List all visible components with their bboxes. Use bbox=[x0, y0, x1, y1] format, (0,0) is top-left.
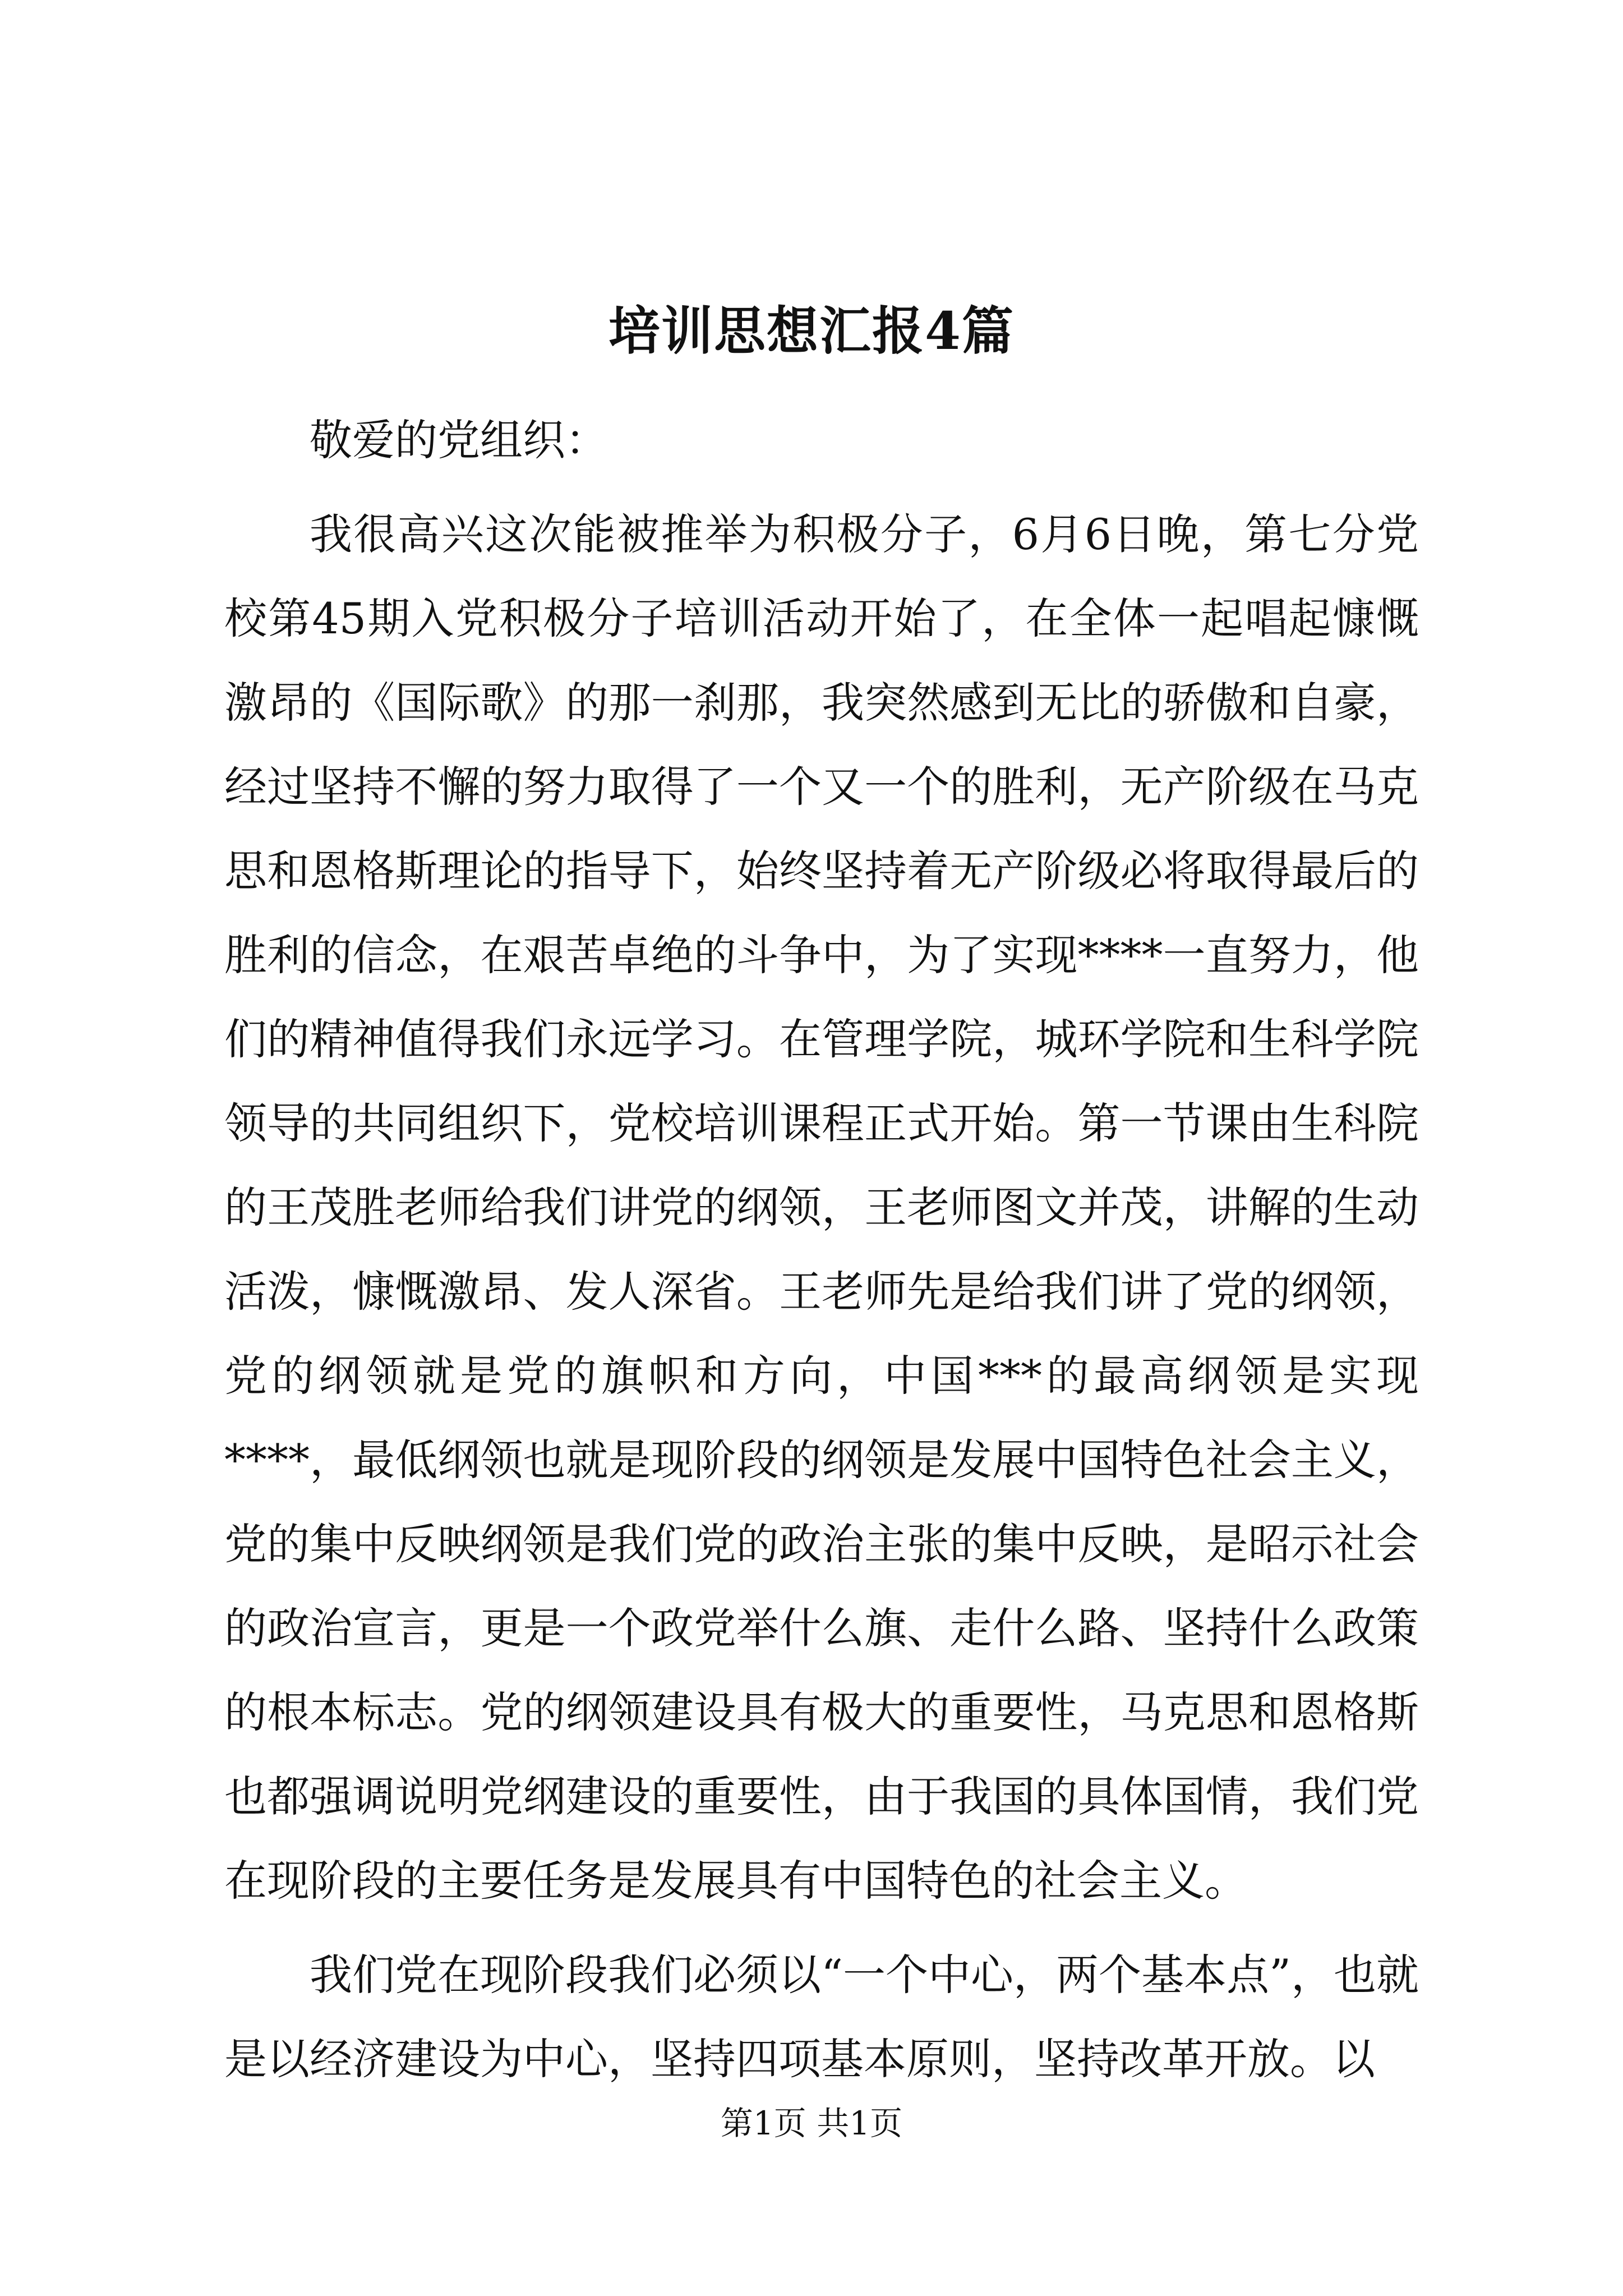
page-footer: 第1页 共1页 bbox=[720, 2104, 903, 2142]
body-paragraph: 我很高兴这次能被推举为积极分子，6月6日晚，第七分党校第45期入党积极分子培训活动开始了，在全体一起唱起慷慨激昂的《国际歌》的那一刹那，我突然感到无比的骄傲和自豪，经过坚持不懈的努力取得了一个又一个的胜利，无产阶级在马克思和恩格斯理论的指导下，始终坚持着无产阶级必将取得最后的胜利的信念，在艰苦卓绝的斗争中，为了实现****一直努力，他们的精神值得我们永远学习。在管理学院，城环学院和生科学院领导的共同组织下，党校培训课程正式开始。第一节课由生科院的王茂胜老师给我们讲党的纲领，王老师图文并茂，讲解的生动活泼，慷慨激昂、发人深省。王老师先是给我们讲了党的纲领，党的纲领就是党的旗帜和方向，中国***的最高纲领是实现****，最低纲领也就是现阶段的纲领是发展中国特色社会主义，党的集中反映纲领是我们党的政治主张的集中反映，是昭示社会的政治宣言，更是一个政党举什么旗、走什么路、坚持什么政策的根本标志。党的纲领建设具有极大的重要性，马克思和恩格斯也都强调说明党纲建设的重要性，由于我国的具体国情，我们党在现阶段的主要任务是发展具有中国特色的社会主义。 bbox=[224, 509, 1419, 1906]
document-body bbox=[224, 398, 1419, 2101]
salutation: 敬爱的党组织： bbox=[310, 415, 608, 465]
body-paragraph: 我们党在现阶段我们必须以“一个中心，两个基本点”，也就是以经济建设为中心，坚持四项基本原则，坚持改革开放。以 bbox=[224, 1950, 1419, 2084]
document-title: 培训思想汇报4篇 bbox=[608, 301, 1015, 361]
